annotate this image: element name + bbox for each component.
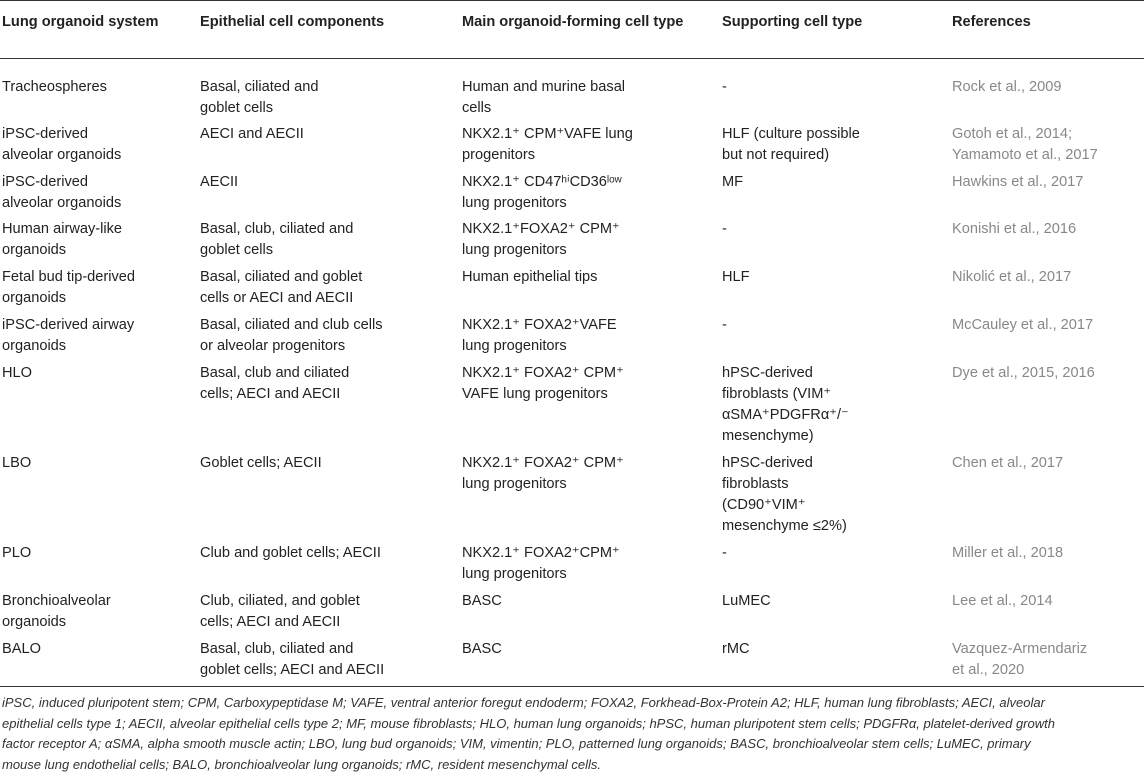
cell-main (462, 310, 722, 358)
cell-epithelial (200, 59, 462, 120)
cell-text: BASC (462, 641, 502, 657)
header-text: system (108, 14, 159, 30)
cell-text: alveolar organoids (2, 147, 122, 163)
cell-text: - (722, 545, 727, 561)
table-row (0, 358, 1144, 448)
cell-epithelial (200, 262, 462, 310)
cell-text: cells or AECI and AECII (200, 290, 354, 306)
cell-system (0, 262, 200, 310)
cell-references (952, 262, 1144, 310)
cell-text: Miller et al., 2018 (952, 545, 1064, 561)
cell-text: organoids (2, 242, 67, 258)
cell-supporting (722, 538, 952, 586)
table-row (0, 448, 1144, 538)
cell-text: NKX2.1⁺ CPM⁺VAFE lung (462, 126, 633, 142)
table-footnote (2, 693, 1142, 775)
cell-text: Konishi et al., 2016 (952, 221, 1077, 237)
cell-text: alveolar organoids (2, 195, 122, 211)
cell-text: mesenchyme ≤2%) (722, 518, 847, 534)
cell-text: lung progenitors (462, 338, 567, 354)
cell-system (0, 538, 200, 586)
cell-text: Vazquez-Armendariz (952, 641, 1088, 657)
cell-text: organoids (2, 614, 67, 630)
cell-text: fibroblasts (VIM⁺ (722, 386, 832, 402)
cell-supporting (722, 214, 952, 262)
cell-supporting (722, 586, 952, 634)
cell-text: goblet cells (200, 100, 274, 116)
cell-text: Basal, ciliated and goblet (200, 269, 363, 285)
cell-system (0, 358, 200, 448)
cell-main (462, 214, 722, 262)
header-text: Main organoid-forming (462, 14, 621, 30)
cell-text: Basal, ciliated and club cells (200, 317, 383, 333)
cell-epithelial (200, 167, 462, 214)
cell-system (0, 634, 200, 681)
cell-epithelial (200, 119, 462, 167)
cell-epithelial (200, 634, 462, 681)
cell-text: cells (462, 100, 492, 116)
cell-text: goblet cells; AECI and AECII (200, 662, 385, 678)
header-text: References (952, 14, 1031, 30)
cell-text: lung progenitors (462, 242, 567, 258)
cell-supporting (722, 119, 952, 167)
cell-text: Goblet cells; AECII (200, 455, 322, 471)
cell-text: αSMA⁺PDGFRα⁺/⁻ (722, 407, 849, 423)
cell-text: NKX2.1⁺ FOXA2⁺ CPM⁺ (462, 365, 624, 381)
cell-text: Gotoh et al., 2014; (952, 126, 1073, 142)
header-references (952, 1, 1144, 59)
cell-supporting (722, 167, 952, 214)
cell-text: goblet cells (200, 242, 274, 258)
cell-references (952, 358, 1144, 448)
table-row (0, 586, 1144, 634)
cell-text: BALO (2, 641, 41, 657)
cell-text: McCauley et al., 2017 (952, 317, 1094, 333)
header-row (0, 1, 1144, 59)
header-system (0, 1, 200, 59)
cell-text: Human airway-like (2, 221, 123, 237)
cell-main (462, 538, 722, 586)
cell-text: organoids (2, 290, 67, 306)
cell-text: NKX2.1⁺ CD47ʰⁱCD36ˡᵒʷ (462, 174, 622, 190)
cell-epithelial (200, 358, 462, 448)
cell-system (0, 310, 200, 358)
table-row (0, 634, 1144, 681)
cell-references (952, 167, 1144, 214)
footnote-line: factor receptor A; αSMA, alpha smooth muscle actin; LBO, lung bud organoids; VIM, vimentin; PLO, patterned lung organoids; BASC, bronchioalveolar stem cells; LuMEC, primary (2, 736, 1031, 751)
cell-system (0, 448, 200, 538)
cell-epithelial (200, 448, 462, 538)
cell-text: et al., 2020 (952, 662, 1025, 678)
cell-text: Hawkins et al., 2017 (952, 174, 1084, 190)
cell-main (462, 59, 722, 120)
cell-text: fibroblasts (722, 476, 789, 492)
cell-system (0, 586, 200, 634)
cell-supporting (722, 310, 952, 358)
cell-text: Dye et al., 2015, 2016 (952, 365, 1095, 381)
cell-text: AECII (200, 174, 239, 190)
table-row (0, 59, 1144, 120)
cell-main (462, 358, 722, 448)
cell-text: - (722, 221, 727, 237)
cell-system (0, 214, 200, 262)
cell-references (952, 59, 1144, 120)
header-text: Epithelial cell (200, 14, 294, 30)
cell-references (952, 538, 1144, 586)
cell-references (952, 310, 1144, 358)
cell-text: mesenchyme) (722, 428, 814, 444)
cell-system (0, 167, 200, 214)
cell-text: (CD90⁺VIM⁺ (722, 497, 806, 513)
cell-text: VAFE lung progenitors (462, 386, 608, 402)
cell-text: lung progenitors (462, 476, 567, 492)
cell-text: lung progenitors (462, 566, 567, 582)
cell-text: NKX2.1⁺ FOXA2⁺CPM⁺ (462, 545, 620, 561)
cell-references (952, 634, 1144, 681)
cell-text: progenitors (462, 147, 536, 163)
cell-text: LuMEC (722, 593, 771, 609)
cell-text: Basal, ciliated and (200, 79, 319, 95)
cell-text: Human epithelial tips (462, 269, 598, 285)
cell-epithelial (200, 310, 462, 358)
cell-text: Yamamoto et al., 2017 (952, 147, 1098, 163)
cell-supporting (722, 59, 952, 120)
cell-text: lung progenitors (462, 195, 567, 211)
header-text: components (297, 14, 385, 30)
cell-text: - (722, 79, 727, 95)
cell-system (0, 59, 200, 120)
cell-text: hPSC-derived (722, 365, 813, 381)
cell-text: Basal, club, ciliated and (200, 641, 354, 657)
cell-references (952, 586, 1144, 634)
table-row (0, 538, 1144, 586)
table-bottom-rule (0, 686, 1144, 687)
cell-text: or alveolar progenitors (200, 338, 346, 354)
cell-text: Club and goblet cells; AECII (200, 545, 381, 561)
cell-text: PLO (2, 545, 32, 561)
cell-text: Lee et al., 2014 (952, 593, 1053, 609)
cell-text: BASC (462, 593, 502, 609)
cell-supporting (722, 634, 952, 681)
cell-text: Basal, club and ciliated (200, 365, 350, 381)
cell-text: HLF (722, 269, 750, 285)
cell-text: HLO (2, 365, 33, 381)
cell-text: Bronchioalveolar (2, 593, 111, 609)
cell-text: NKX2.1⁺FOXA2⁺ CPM⁺ (462, 221, 620, 237)
table-body (0, 59, 1144, 682)
cell-main (462, 262, 722, 310)
cell-text: hPSC-derived (722, 455, 813, 471)
cell-text: AECI and AECII (200, 126, 304, 142)
cell-main (462, 586, 722, 634)
cell-main (462, 448, 722, 538)
cell-text: cells; AECI and AECII (200, 614, 341, 630)
cell-main (462, 119, 722, 167)
table-row (0, 310, 1144, 358)
cell-epithelial (200, 538, 462, 586)
header-epithelial (200, 1, 462, 59)
cell-text: HLF (culture possible (722, 126, 860, 142)
header-text: Supporting cell type (722, 14, 863, 30)
cell-text: Fetal bud tip-derived (2, 269, 136, 285)
cell-text: NKX2.1⁺ FOXA2⁺VAFE (462, 317, 617, 333)
header-text: cell type (624, 14, 684, 30)
cell-text: rMC (722, 641, 750, 657)
footnote-line: mouse lung endothelial cells; BALO, bronchioalveolar lung organoids; rMC, resident mesenchymal cells. (2, 756, 602, 772)
cell-text: organoids (2, 338, 67, 354)
cell-epithelial (200, 214, 462, 262)
footnote-line: iPSC, induced pluripotent stem; CPM, Carboxypeptidase M; VAFE, ventral anterior foregut endoderm; FOXA2, Forkhead-Box-Protein A2; HLF, human lung fibroblasts; AECI, alveolar (2, 695, 1045, 710)
cell-supporting (722, 262, 952, 310)
table-row (0, 214, 1144, 262)
cell-supporting (722, 358, 952, 448)
table-row (0, 119, 1144, 167)
cell-system (0, 119, 200, 167)
header-text: Lung organoid (2, 14, 105, 30)
cell-main (462, 167, 722, 214)
cell-supporting (722, 448, 952, 538)
cell-text: but not required) (722, 147, 830, 163)
cell-references (952, 448, 1144, 538)
footnote-line: epithelial cells type 1; AECII, alveolar epithelial cells type 2; MF, mouse fibroblasts; HLO, human lung organoids; hPSC, human pluripotent stem cells; PDGFRα, platelet-derived growth (2, 715, 1055, 731)
cell-text: Tracheospheres (2, 79, 107, 95)
cell-text: NKX2.1⁺ FOXA2⁺ CPM⁺ (462, 455, 624, 471)
cell-references (952, 214, 1144, 262)
cell-text: iPSC-derived (2, 126, 88, 142)
table-row (0, 262, 1144, 310)
cell-text: iPSC-derived airway (2, 317, 135, 333)
cell-text: Basal, club, ciliated and (200, 221, 354, 237)
header-supporting (722, 1, 952, 59)
cell-text: Club, ciliated, and goblet (200, 593, 360, 609)
cell-main (462, 634, 722, 681)
cell-text: iPSC-derived (2, 174, 88, 190)
cell-text: Nikolić et al., 2017 (952, 269, 1072, 285)
cell-text: MF (722, 174, 744, 190)
cell-text: Human and murine basal (462, 79, 626, 95)
cell-references (952, 119, 1144, 167)
cell-text: cells; AECI and AECII (200, 386, 341, 402)
header-main (462, 1, 722, 59)
table-row (0, 167, 1144, 214)
cell-text: - (722, 317, 727, 333)
cell-text: Chen et al., 2017 (952, 455, 1064, 471)
cell-text: Rock et al., 2009 (952, 79, 1062, 95)
cell-epithelial (200, 586, 462, 634)
cell-text: LBO (2, 455, 32, 471)
